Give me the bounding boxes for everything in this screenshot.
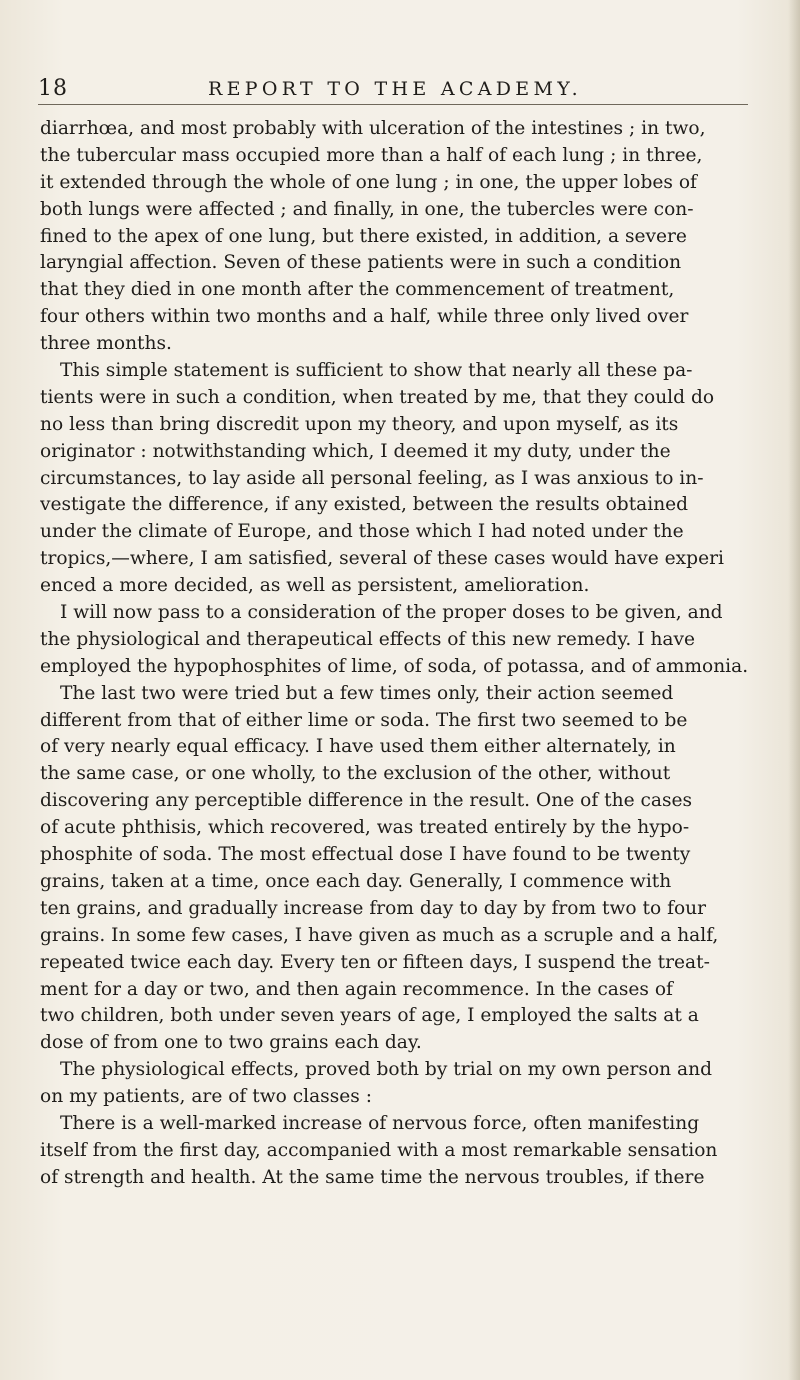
text-line: of strength and health. At the same time the nervous troubles, if there xyxy=(40,1166,705,1188)
text-line: on my patients, are of two classes : xyxy=(40,1086,372,1108)
text-line: fined to the apex of one lung, but there existed, in addition, a severe xyxy=(40,225,687,247)
page-edge-shadow xyxy=(788,0,800,1380)
text-line: the tubercular mass occupied more than a half of each lung ; in three, xyxy=(40,144,703,166)
text-line: itself from the first day, accompanied with a most remarkable sensation xyxy=(40,1139,718,1161)
text-line: grains, taken at a time, once each day. Generally, I commence with xyxy=(40,870,672,892)
text-line: circumstances, to lay aside all personal feeling, as I was anxious to in- xyxy=(40,467,704,489)
paragraph-start-line: I will now pass to a consideration of the proper doses to be given, and xyxy=(60,602,723,624)
text-line: originator : notwithstanding which, I deemed it my duty, under the xyxy=(40,440,671,462)
text-line: of acute phthisis, which recovered, was treated entirely by the hypo- xyxy=(40,817,690,839)
paragraph-start-line: This simple statement is sufficient to show that nearly all these pa- xyxy=(60,360,693,382)
page-number: 18 xyxy=(38,76,68,101)
text-line: under the climate of Europe, and those which I had noted under the xyxy=(40,521,684,543)
text-line: that they died in one month after the commencement of treatment, xyxy=(40,279,675,301)
text-line: employed the hypophosphites of lime, of soda, of potassa, and of ammonia. xyxy=(40,655,749,677)
text-line: repeated twice each day. Every ten or fifteen days, I suspend the treat- xyxy=(40,951,710,973)
text-line: three months. xyxy=(40,333,172,355)
text-line: it extended through the whole of one lung ; in one, the upper lobes of xyxy=(40,171,697,193)
text-line: different from that of either lime or soda. The first two seemed to be xyxy=(40,709,688,731)
text-line: no less than bring discredit upon my theory, and upon myself, as its xyxy=(40,413,679,435)
text-line: discovering any perceptible difference in the result. One of the cases xyxy=(40,790,693,812)
text-line: of very nearly equal efficacy. I have used them either alternately, in xyxy=(40,736,676,758)
text-line: diarrhœa, and most probably with ulceration of the intestines ; in two, xyxy=(40,118,706,139)
text-line: ten grains, and gradually increase from day to day by from two to four xyxy=(40,897,707,919)
text-line: The last two were tried but a few times only, their action seemed xyxy=(60,682,674,704)
text-line: the same case, or one wholly, to the exclusion of the other, without xyxy=(40,763,671,785)
text-line: both lungs were affected ; and finally, in one, the tubercles were con- xyxy=(40,198,694,220)
paragraph-start-line: The physiological effects, proved both by trial on my own person and xyxy=(60,1059,712,1081)
page-header xyxy=(38,76,748,106)
running-head: REPORT TO THE ACADEMY. xyxy=(208,78,582,100)
header-rule xyxy=(38,104,748,105)
text-line: tropics,—where, I am satisfied, several of these cases would have experi xyxy=(40,548,724,570)
text-line: dose of from one to two grains each day. xyxy=(40,1032,422,1054)
paragraph-start-line: There is a well-marked increase of nervous force, often manifesting xyxy=(60,1112,700,1134)
text-line: laryngial affection. Seven of these patients were in such a condition xyxy=(40,252,682,274)
text-line: ment for a day or two, and then again recommence. In the cases of xyxy=(40,978,673,1000)
body-text xyxy=(40,116,750,1192)
text-line: enced a more decided, as well as persistent, amelioration. xyxy=(40,575,590,597)
text-line: four others within two months and a half, while three only lived over xyxy=(40,306,689,328)
text-line: grains. In some few cases, I have given as much as a scruple and a half, xyxy=(40,924,719,946)
text-line: vestigate the difference, if any existed, between the results obtained xyxy=(40,494,689,516)
text-line: phosphite of soda. The most effectual dose I have found to be twenty xyxy=(40,844,691,866)
text-line: two children, both under seven years of age, I employed the salts at a xyxy=(40,1005,699,1027)
text-line: the physiological and therapeutical effects of this new remedy. I have xyxy=(40,628,696,650)
text-line: tients were in such a condition, when treated by me, that they could do xyxy=(40,386,715,408)
